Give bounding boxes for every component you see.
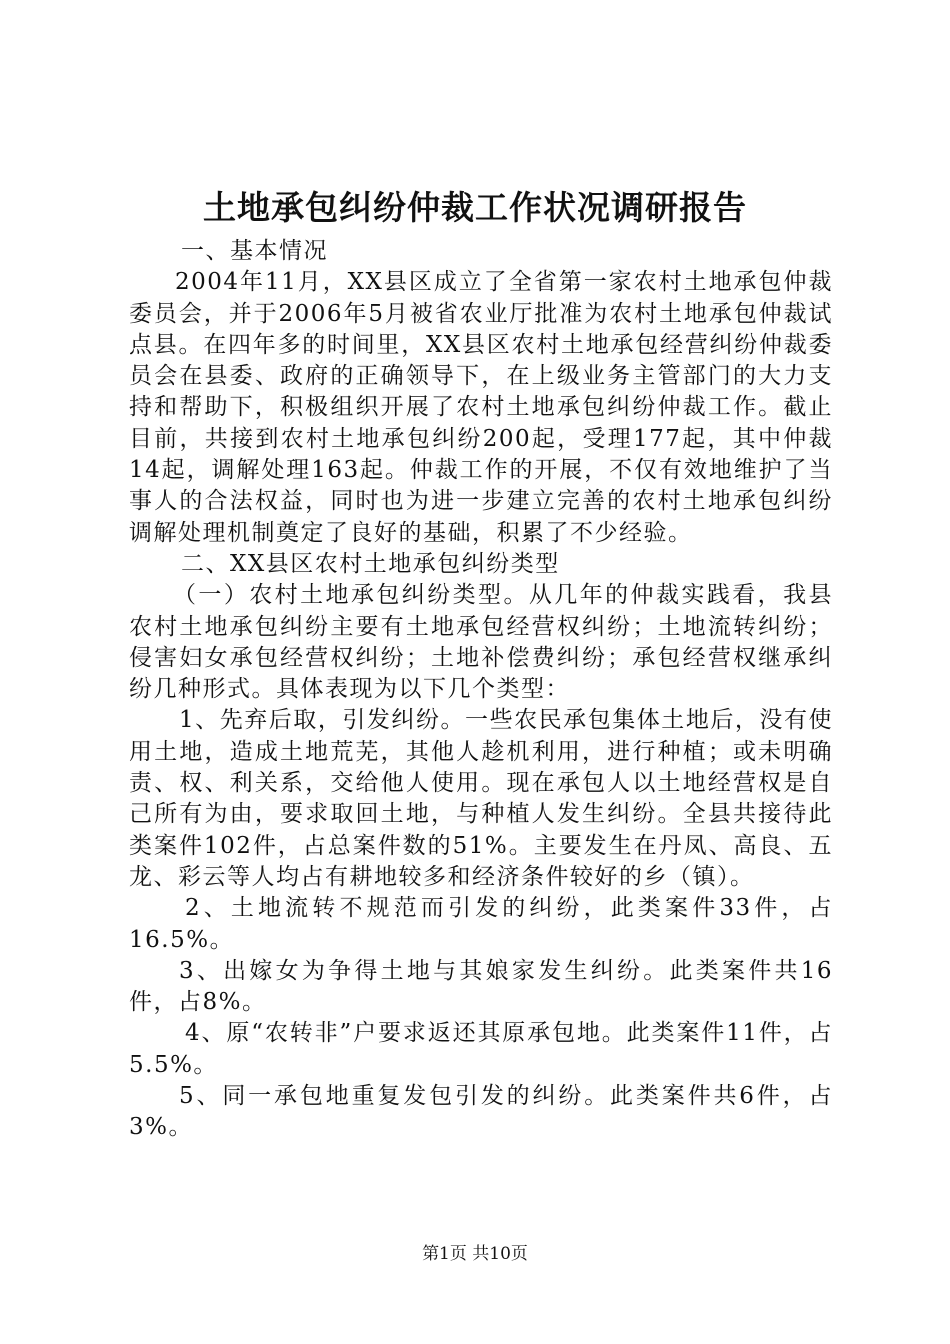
document-body: [129, 236, 833, 1144]
section-heading-basic: 一、基本情况: [181, 238, 328, 264]
section-heading-dispute-types: 二、XX县区农村土地承包纠纷类型: [181, 550, 560, 577]
paragraph-dispute-types-overview: （一）农村土地承包纠纷类型。从几年的仲裁实践看，我县农村土地承包纠纷主要有土地承包经营权纠纷；土地流转纠纷；侵害妇女承包经营权纠纷；土地补偿费纠纷；承包经营权继承纠纷几种形式。具体表现为以下几个类型：: [129, 582, 833, 703]
document-title: 土地承包纠纷仲裁工作状况调研报告: [203, 188, 747, 227]
paragraph-basic-situation: 2004年11月，XX县区成立了全省第一家农村土地承包仲裁委员会，并于2006年5月被省农业厅批准为农村土地承包仲裁试点县。在四年多的时间里，XX县区农村土地承包经营纠纷仲裁委员会在县委、政府的正确领导下，在上级业务主管部门的大力支持和帮助下，积极组织开展了农村土地承包纠纷仲裁工作。截止目前，共接到农村土地承包纠纷200起，受理177起，其中仲裁14起，调解处理163起。仲裁工作的开展，不仅有效地维护了当事人的合法权益，同时也为进一步建立完善的农村土地承包纠纷调解处理机制奠定了良好的基础，积累了不少经验。: [129, 269, 833, 546]
list-item-type-3: 3、出嫁女为争得土地与其娘家发生纠纷。此类案件共16件，占8%。: [129, 957, 833, 1016]
list-item-type-4: 4、原“农转非”户要求返还其原承包地。此类案件11件，占5.5%。: [129, 1020, 833, 1078]
list-item-type-2: 2、土地流转不规范而引发的纠纷，此类案件33件，占16.5%。: [129, 895, 833, 953]
list-item-type-5: 5、同一承包地重复发包引发的纠纷。此类案件共6件，占3%。: [129, 1083, 833, 1141]
list-item-type-1: 1、先弃后取，引发纠纷。一些农民承包集体土地后，没有使用土地，造成土地荒芜，其他人趁机利用，进行种植；或未明确责、权、利关系，交给他人使用。现在承包人以土地经营权是自己所有为由，要求取回土地，与种植人发生纠纷。全县共接待此类案件102件，占总案件数的51%。主要发生在丹凤、高良、五龙、彩云等人均占有耕地较多和经济条件较好的乡（镇）。: [129, 707, 833, 890]
page-footer: 第1页 共10页: [422, 1244, 528, 1264]
